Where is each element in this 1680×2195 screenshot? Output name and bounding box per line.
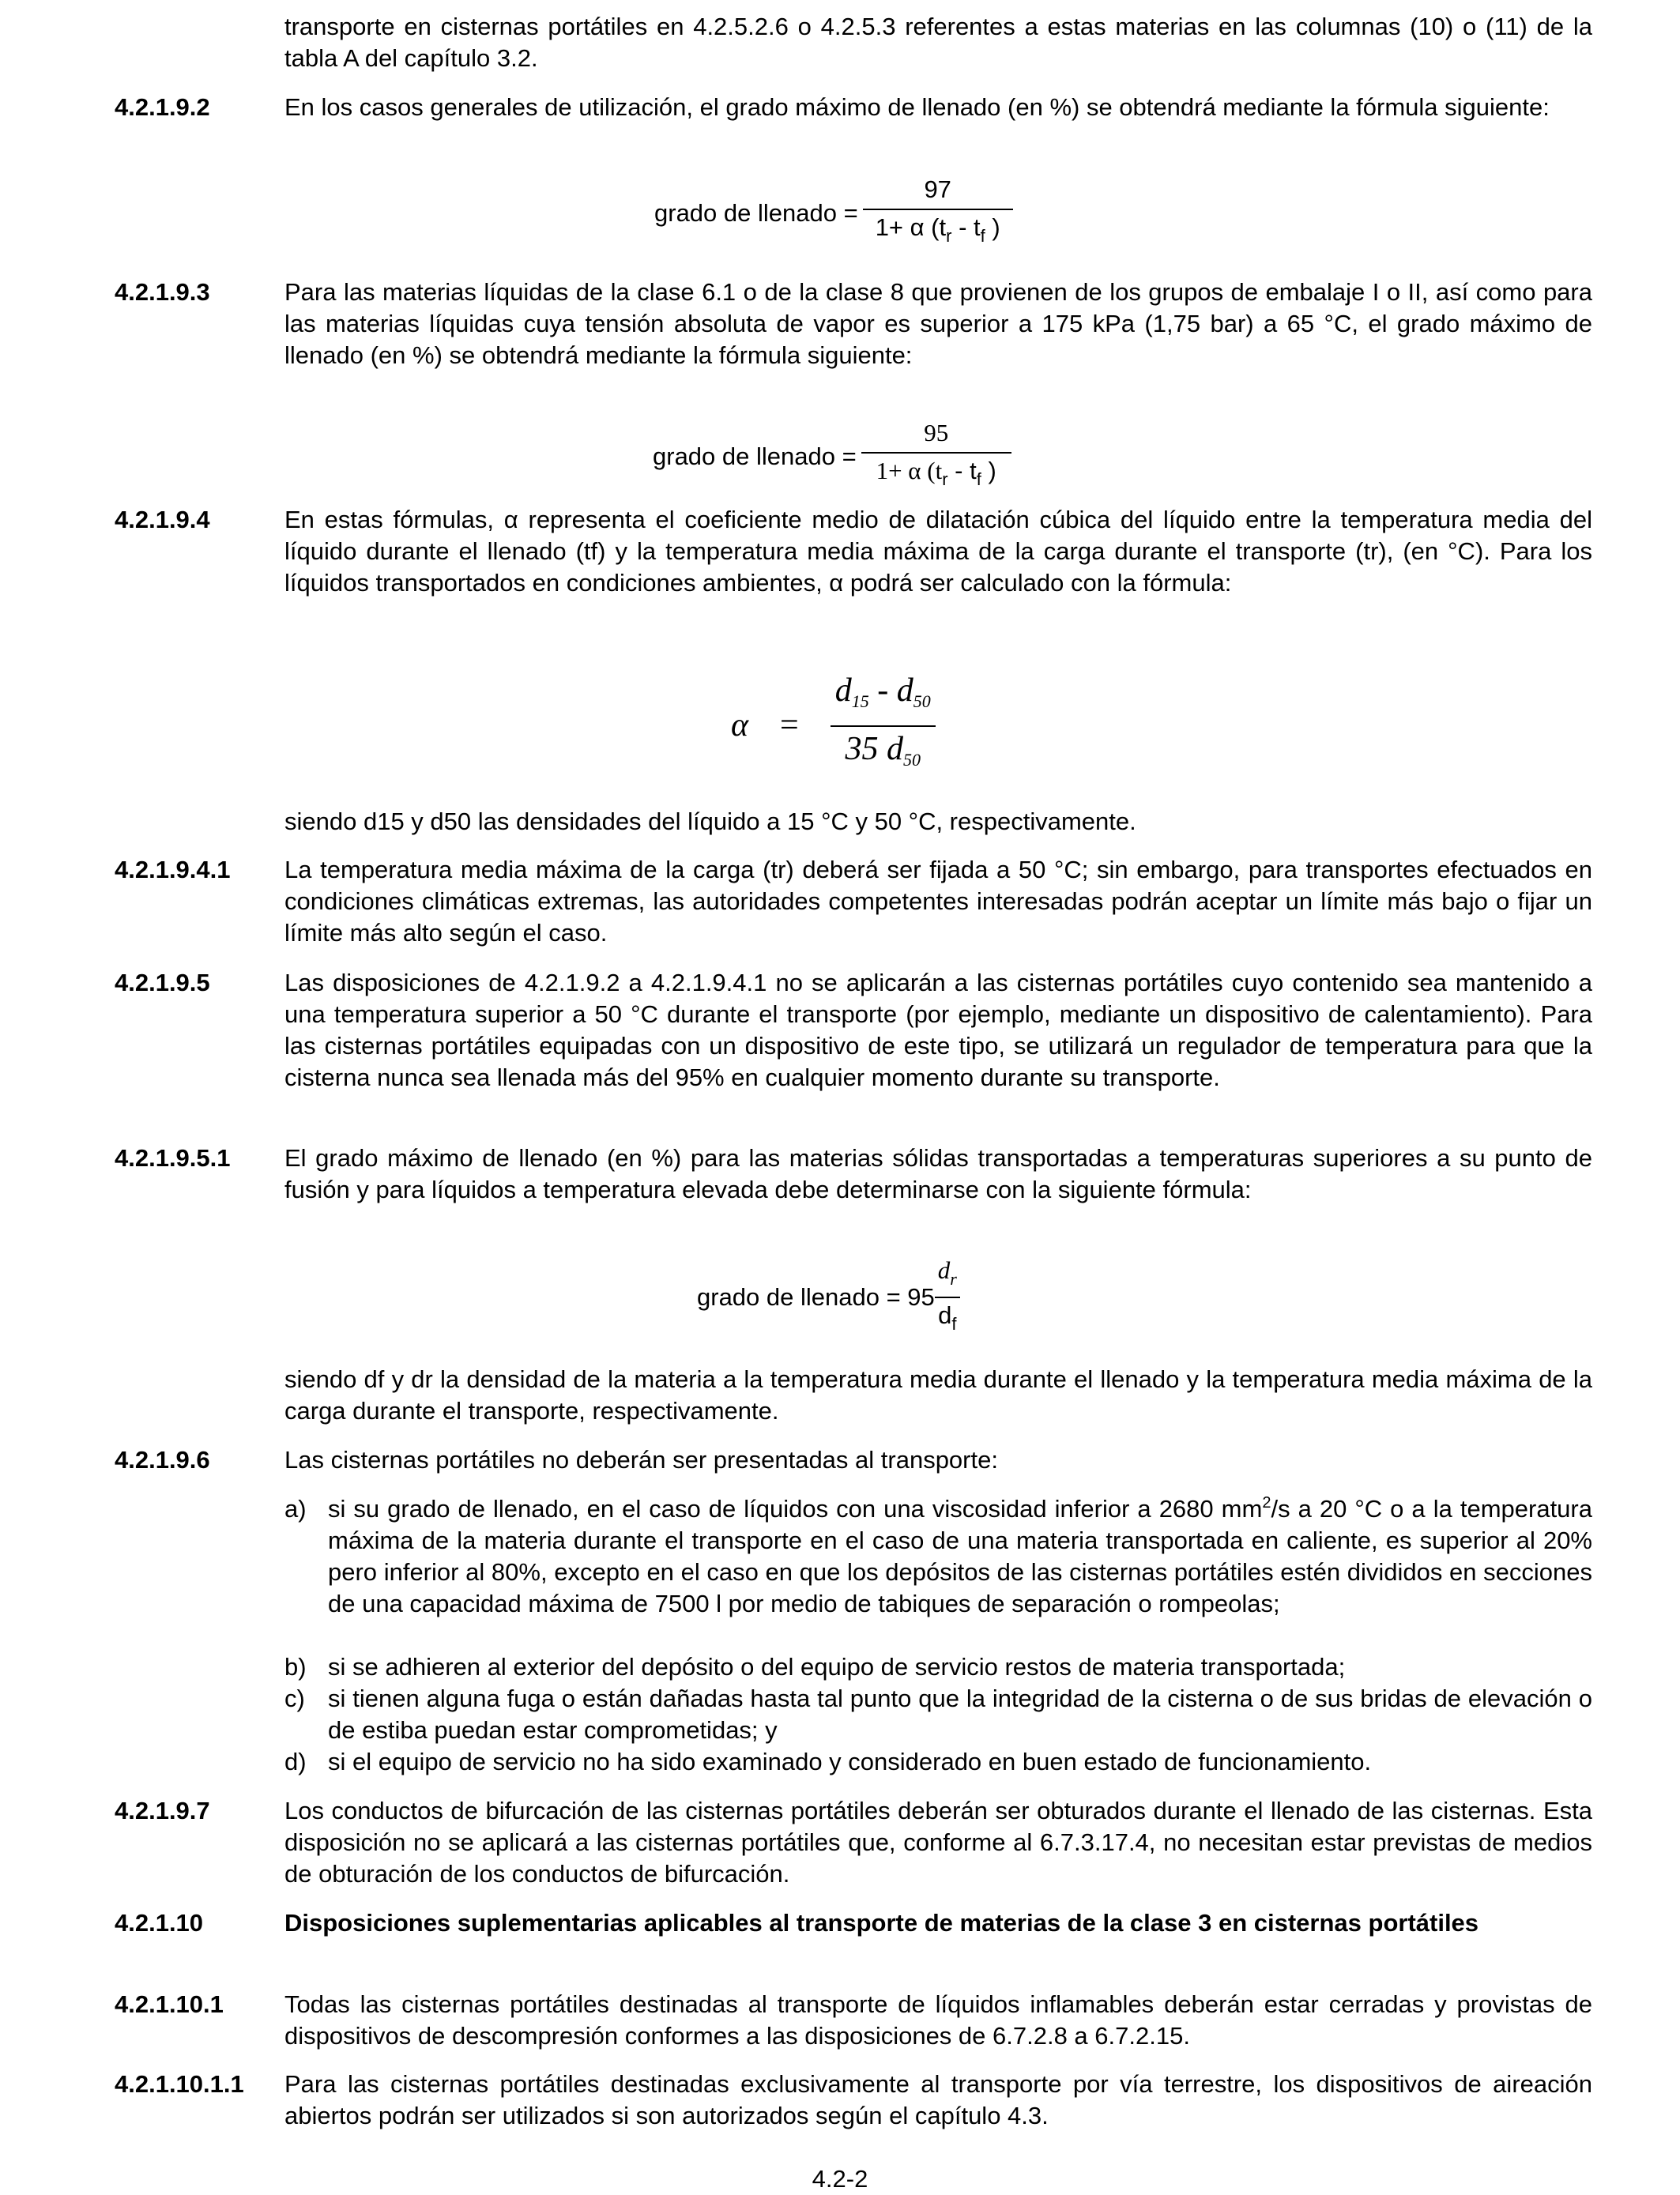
section-text: La temperatura media máxima de la carga (tr) deberá ser fijada a 50 °C; sin embargo, para transportes efectuados en condiciones climáticas extremas, las autoridades competentes interesadas podrán aceptar un límite más bajo o fijar un límite más alto según el caso.: [284, 856, 1592, 947]
list-marker: b): [284, 1653, 307, 1681]
formula-fill-degree-97: [654, 174, 1013, 252]
formula-fraction: [831, 670, 936, 781]
paragraph-text: siendo d15 y d50 las densidades del líquido a 15 °C y 50 °C, respectivamente.: [284, 808, 1136, 835]
section-text: Para las materias líquidas de la clase 6.1 o de la clase 8 que provienen de los grupos de embalaje I o II, así como para las materias líquidas cuya tensión absoluta de vapor es superior a 175 kPa (1,75 bar) a 65 °C, el grado máximo de llenado (en %) se obtendrá mediante la fórmula siguiente:: [284, 278, 1592, 369]
intro-text: transporte en cisternas portátiles en 4.2.5.2.6 o 4.2.5.3 referentes a estas materias en las columnas (10) o (11) de la tabla A del capítulo 3.2.: [284, 13, 1592, 72]
formula-denominator: $d_f$: [938, 1301, 957, 1334]
section-text: Para las cisternas portátiles destinadas exclusivamente al transporte por vía terrestre, los dispositivos de aireación abiertos podrán ser utilizados si son autorizados según el capítulo 4.3.: [284, 2070, 1592, 2129]
formula-denominator: 1+ α ($t_r - t_f$ ): [876, 457, 996, 489]
formula-lhs: grado de llenado =: [653, 442, 857, 470]
section-text: Las disposiciones de 4.2.1.9.2 a 4.2.1.9.4.1 no se aplicarán a las cisternas portátiles cuyo contenido sea mantenido a una temperatura superior a 50 °C durante el transporte (por ejemplo, mediante un dispositivo de calentamiento). Para las cisternas portátiles equipadas con un dispositivo de este tipo, se utilizará un regulador de temperatura para que la cisterna nunca sea llenada más del 95% en cualquier momento durante su transporte.: [284, 969, 1592, 1091]
list-marker: d): [284, 1748, 307, 1775]
list-item-text: si el equipo de servicio no ha sido examinado y considerado en buen estado de funcionamiento.: [328, 1748, 1372, 1775]
section-number: 4.2.1.9.7: [115, 1797, 210, 1824]
formula-lhs: α: [731, 707, 749, 744]
formula-fraction: [863, 174, 1013, 252]
section-number: 4.2.1.10: [115, 1909, 204, 1937]
formula-denominator: 1+ α ($t_r - t_f$ ): [875, 213, 1000, 246]
formula-fill-degree-95: [653, 417, 1011, 495]
paragraph-text: siendo df y dr la densidad de la materia a la temperatura media durante el llenado y la temperatura media máxima de la carga durante el transporte, respectivamente.: [284, 1365, 1592, 1425]
formula-lhs: grado de llenado = 95: [697, 1283, 935, 1311]
section-number: 4.2.1.9.4: [115, 506, 210, 533]
section-number: 4.2.1.9.5.1: [115, 1144, 231, 1172]
formula-fraction: [861, 417, 1011, 495]
list-marker: a): [284, 1495, 307, 1523]
section-number: 4.2.1.9.2: [115, 93, 210, 121]
section-text: En los casos generales de utilización, el grado máximo de llenado (en %) se obtendrá mediante la fórmula siguiente:: [284, 93, 1550, 121]
section-number: 4.2.1.9.4.1: [115, 856, 231, 883]
section-heading: Disposiciones suplementarias aplicables al transporte de materias de la clase 3 en cisternas portátiles: [284, 1909, 1479, 1937]
formula-numerator: $d_{15} - d_{50}$: [831, 670, 936, 727]
list-marker: c): [284, 1685, 305, 1712]
section-text: En estas fórmulas, α representa el coeficiente medio de dilatación cúbica del líquido entre la temperatura media del líquido durante el llenado (tf) y la temperatura media máxima de la carga durante el transporte (tr), (en °C). Para los líquidos transportados en condiciones ambientes, α podrá ser calculado con la fórmula:: [284, 506, 1592, 597]
section-text: Todas las cisternas portátiles destinadas al transporte de líquidos inflamables deberán estar cerradas y provistas de dispositivos de descompresión conformes a las disposiciones de 6.7.2.8 a 6.7.2.15.: [284, 1990, 1592, 2050]
formula-equals: =: [780, 707, 799, 744]
formula-numerator: 95: [861, 417, 1011, 454]
section-number: 4.2.1.9.3: [115, 278, 210, 306]
formula-fraction: [935, 1255, 960, 1340]
section-number: 4.2.1.10.1.1: [115, 2070, 244, 2098]
formula-denominator: 35 $d_{50}$: [845, 731, 921, 770]
section-text: El grado máximo de llenado (en %) para las materias sólidas transportadas a temperaturas superiores a su punto de fusión y para líquidos a temperatura elevada debe determinarse con la siguiente fórmula:: [284, 1144, 1592, 1203]
page-number: 4.2-2: [812, 2165, 868, 2193]
list-item-text: si tienen alguna fuga o están dañadas hasta tal punto que la integridad de la cisterna o de sus bridas de elevación o de estiba puedan estar comprometidas; y: [328, 1685, 1592, 1744]
list-item-text: si su grado de llenado, en el caso de líquidos con una viscosidad inferior a 2680 $mm^2/s$ a 20 °C o a la temperatura máxima de la materia durante el transporte en el caso de una materia transportada en caliente, es superior al 20% pero inferior al 80%, excepto en el caso en que los depósitos de las cisternas portátiles estén divididos en secciones de una capacidad máxima de 7500 l por medio de tabiques de separación o rompeolas;: [328, 1494, 1592, 1617]
section-number: 4.2.1.9.6: [115, 1446, 210, 1474]
formula-alpha: [731, 670, 936, 781]
formula-numerator: 97: [863, 174, 1013, 210]
formula-numerator: $d_r$: [935, 1255, 960, 1298]
formula-fill-degree-hot: [697, 1255, 960, 1340]
section-number: 4.2.1.10.1: [115, 1990, 224, 2018]
list-item-text: si se adhieren al exterior del depósito o del equipo de servicio restos de materia transportada;: [328, 1653, 1346, 1681]
formula-lhs: grado de llenado =: [654, 198, 858, 227]
section-text: Las cisternas portátiles no deberán ser presentadas al transporte:: [284, 1446, 998, 1474]
section-number: 4.2.1.9.5: [115, 969, 210, 996]
section-text: Los conductos de bifurcación de las cisternas portátiles deberán ser obturados durante el llenado de las cisternas. Esta disposición no se aplicará a las cisternas portátiles que, conforme al 6.7.3.17.4, no necesitan estar previstas de medios de obturación de los conductos de bifurcación.: [284, 1797, 1592, 1888]
